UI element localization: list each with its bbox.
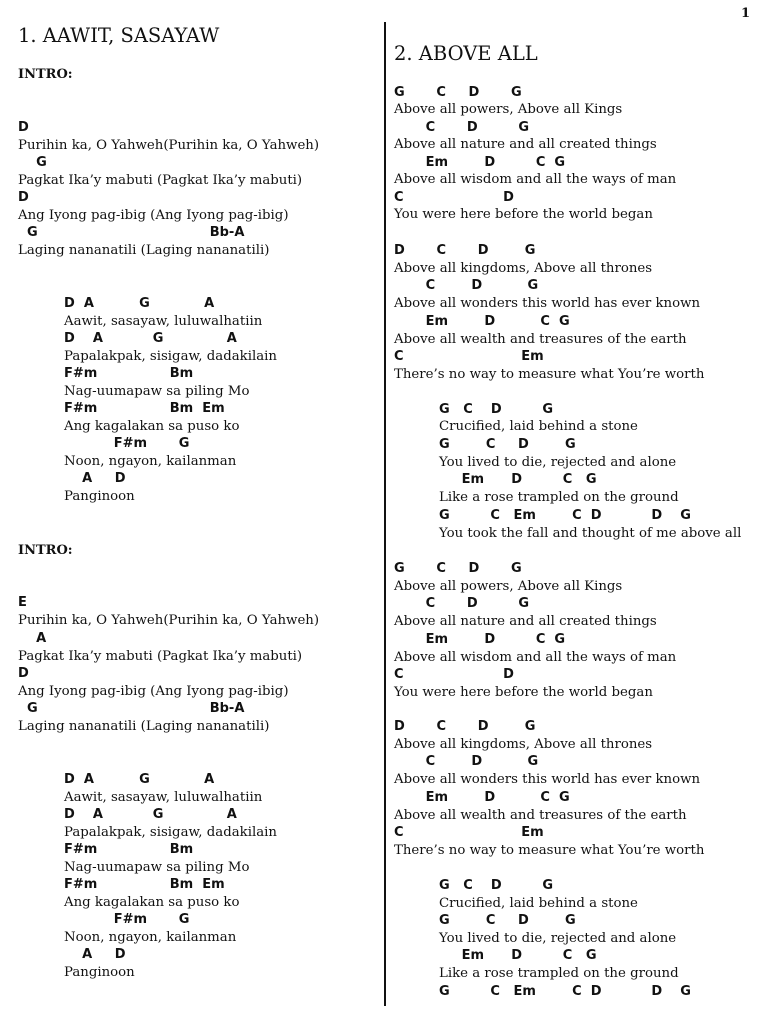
lyric-line: Noon, ngayon, kailanman (64, 930, 237, 945)
column-divider (384, 22, 386, 1006)
lyric-line: Above all nature and all created things (394, 614, 657, 629)
chord-line: C D G (394, 754, 539, 769)
lyric-line: Panginoon (64, 965, 135, 980)
chord-line: G Bb-A (18, 701, 245, 716)
chord-line: C D (394, 190, 514, 205)
lyric-line: Ang kagalakan sa puso ko (64, 419, 240, 434)
song-title: 2. ABOVE ALL (394, 42, 538, 65)
chord-line: G C D G (439, 437, 576, 452)
chord-line: D (18, 666, 29, 681)
lyric-line: You took the fall and thought of me above all (439, 526, 742, 541)
chord-line: G C D G (439, 913, 576, 928)
chord-line: D (18, 120, 29, 135)
lyric-line: You were here before the world began (394, 685, 653, 700)
chord-line: A (18, 631, 47, 646)
lyric-line: Papalakpak, sisigaw, dadakilain (64, 825, 277, 840)
lyric-line: Above all powers, Above all Kings (394, 102, 623, 117)
lyric-line: Above all powers, Above all Kings (394, 579, 623, 594)
lyric-line: Above all wealth and treasures of the earth (394, 332, 687, 347)
chord-line: C D (394, 667, 514, 682)
lyric-line: Ang Iyong pag-ibig (Ang Iyong pag-ibig) (18, 208, 289, 223)
lyric-line: Pagkat Ika’y mabuti (Pagkat Ika’y mabuti) (18, 649, 303, 664)
chord-line: F#m G (64, 436, 190, 451)
lyric-line: Noon, ngayon, kailanman (64, 454, 237, 469)
chord-line: Em D C G (394, 155, 566, 170)
lyric-line: Above all wisdom and all the ways of man (394, 172, 677, 187)
lyric-line: You were here before the world began (394, 207, 653, 222)
chord-line: C D G (394, 278, 539, 293)
lyric-line: Like a rose trampled on the ground (439, 966, 679, 981)
lyric-line: You lived to die, rejected and alone (439, 931, 677, 946)
chord-line: Em D C G (439, 948, 597, 963)
chord-line: G C D G (439, 878, 554, 893)
lyric-line: Crucified, laid behind a stone (439, 896, 638, 911)
chord-line: G C Em C D D G (439, 984, 691, 999)
section-label: INTRO: (18, 67, 73, 82)
lyric-line: Pagkat Ika’y mabuti (Pagkat Ika’y mabuti) (18, 173, 303, 188)
chord-line: G C D G (439, 402, 554, 417)
lyric-line: Ang kagalakan sa puso ko (64, 895, 240, 910)
lyric-line: Above all kingdoms, Above all thrones (394, 737, 653, 752)
chord-line: Em D C G (394, 632, 566, 647)
chord-line: A D (64, 947, 126, 962)
chord-line: D A G A (64, 296, 215, 311)
chord-line: F#m Bm (64, 842, 194, 857)
lyric-line: Purihin ka, O Yahweh(Purihin ka, O Yahweh) (18, 613, 320, 628)
lyric-line: Aawit, sasayaw, luluwalhatiin (64, 790, 263, 805)
chord-line: Em D C G (394, 790, 570, 805)
chord-line: G C Em C D D G (439, 508, 691, 523)
chord-line: G (18, 155, 47, 170)
chord-line: F#m G (64, 912, 190, 927)
chord-line: G Bb-A (18, 225, 245, 240)
chord-line: C D G (394, 596, 530, 611)
chord-line: C Em (394, 825, 544, 840)
chord-line: D A G A (64, 331, 237, 346)
lyric-line: Nag-uumapaw sa piling Mo (64, 384, 250, 399)
lyric-line: There’s no way to measure what You’re worth (394, 367, 705, 382)
chord-line: C Em (394, 349, 544, 364)
lyric-line: Purihin ka, O Yahweh(Purihin ka, O Yahweh) (18, 138, 320, 153)
chord-line: D C D G (394, 243, 536, 258)
lyric-line: You lived to die, rejected and alone (439, 455, 677, 470)
lyric-line: Above all wealth and treasures of the earth (394, 808, 687, 823)
lyric-line: There’s no way to measure what You’re worth (394, 843, 705, 858)
chord-line: Em D C G (439, 472, 597, 487)
chord-line: C D G (394, 120, 530, 135)
chord-line: D A G A (64, 772, 215, 787)
lyric-line: Above all wonders this world has ever known (394, 296, 701, 311)
section-label: INTRO: (18, 543, 73, 558)
lyric-line: Above all wonders this world has ever known (394, 772, 701, 787)
lyric-line: Laging nananatili (Laging nananatili) (18, 719, 270, 734)
chord-line: F#m Bm Em (64, 401, 225, 416)
chord-line: D A G A (64, 807, 237, 822)
lyric-line: Crucified, laid behind a stone (439, 419, 638, 434)
lyric-line: Nag-uumapaw sa piling Mo (64, 860, 250, 875)
chord-line: G C D G (394, 85, 522, 100)
lyric-line: Above all wisdom and all the ways of man (394, 650, 677, 665)
chord-line: D C D G (394, 719, 536, 734)
chord-line: G C D G (394, 561, 522, 576)
lyric-line: Above all kingdoms, Above all thrones (394, 261, 653, 276)
lyric-line: Papalakpak, sisigaw, dadakilain (64, 349, 277, 364)
lyric-line: Like a rose trampled on the ground (439, 490, 679, 505)
chord-line: F#m Bm (64, 366, 194, 381)
chord-line: A D (64, 471, 126, 486)
chord-line: E (18, 595, 27, 610)
lyric-line: Ang Iyong pag-ibig (Ang Iyong pag-ibig) (18, 684, 289, 699)
lyric-line: Aawit, sasayaw, luluwalhatiin (64, 314, 263, 329)
chord-line: F#m Bm Em (64, 877, 225, 892)
lyric-line: Panginoon (64, 489, 135, 504)
chord-line: D (18, 190, 29, 205)
lyric-line: Above all nature and all created things (394, 137, 657, 152)
lyric-line: Laging nananatili (Laging nananatili) (18, 243, 270, 258)
chord-line: Em D C G (394, 314, 570, 329)
song-title: 1. AAWIT, SASAYAW (18, 24, 220, 47)
page-number: 1 (741, 6, 751, 21)
